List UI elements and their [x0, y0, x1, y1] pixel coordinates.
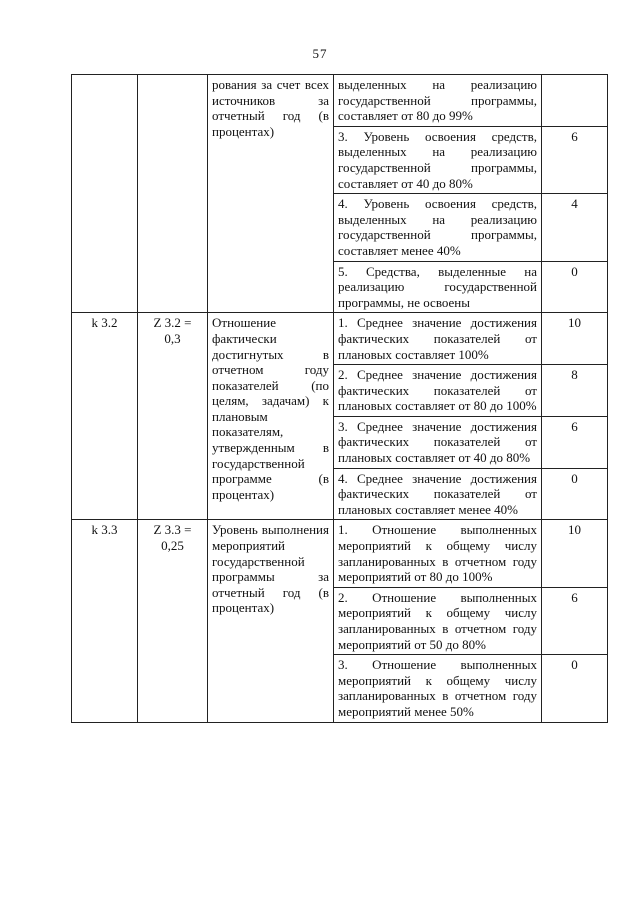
condition-cell: 2. Среднее значение достижения фактических показателей от плановых составляет от 80 до 100% — [334, 365, 542, 417]
criterion-description-cell: рования за счет всех источников за отчетный год (в процентах) — [208, 75, 334, 313]
condition-cell: 2. Отношение выполненных мероприятий к общему числу запланированных в отчетном году мероприятий от 50 до 80% — [334, 587, 542, 654]
score-cell: 0 — [542, 468, 608, 520]
table-body — [72, 75, 608, 723]
weight-value: 0,25 — [161, 538, 184, 554]
condition-cell: 3. Уровень освоения средств, выделенных на реализацию государственной программы, составляет от 40 до 80% — [334, 126, 542, 193]
criterion-description-cell: Отношение фактически достигнутых в отчетном году показателей (по целям, задачам) к плановым показателям, утвержденным в государственной программе (в процентах) — [208, 313, 334, 520]
score-cell: 10 — [542, 313, 608, 365]
criterion-code-cell: k 3.3 — [72, 520, 138, 722]
condition-cell: 3. Среднее значение достижения фактических показателей от плановых составляет от 40 до 80% — [334, 416, 542, 468]
page-number: 57 — [312, 46, 328, 61]
criterion-weight-cell — [138, 75, 208, 313]
score-cell: 10 — [542, 520, 608, 587]
condition-cell: 5. Средства, выделенные на реализацию государственной программы, не освоены — [334, 261, 542, 313]
criterion-code-cell: k 3.2 — [72, 313, 138, 520]
score-cell: 0 — [542, 655, 608, 722]
score-cell: 8 — [542, 365, 608, 417]
criterion-weight-cell — [138, 313, 208, 520]
condition-cell: 4. Уровень освоения средств, выделенных на реализацию государственной программы, составляет менее 40% — [334, 194, 542, 261]
weight-label: Z 3.3 = — [153, 522, 192, 538]
criterion-description-cell: Уровень выполнения мероприятий государственной программы за отчетный год (в процентах) — [208, 520, 334, 722]
condition-cell: 1. Среднее значение достижения фактических показателей от плановых составляет 100% — [334, 313, 542, 365]
table-row — [72, 313, 608, 365]
score-cell: 0 — [542, 261, 608, 313]
table-row — [72, 520, 608, 587]
criterion-weight-cell — [138, 520, 208, 722]
condition-cell: 1. Отношение выполненных мероприятий к общему числу запланированных в отчетном году мероприятий от 80 до 100% — [334, 520, 542, 587]
criterion-code-cell — [72, 75, 138, 313]
score-cell: 4 — [542, 194, 608, 261]
table-row — [72, 75, 608, 127]
score-cell: 6 — [542, 587, 608, 654]
score-cell: 6 — [542, 126, 608, 193]
score-cell — [542, 75, 608, 127]
condition-cell: 3. Отношение выполненных мероприятий к общему числу запланированных в отчетном году мероприятий менее 50% — [334, 655, 542, 722]
evaluation-criteria-table — [71, 74, 608, 723]
weight-label: Z 3.2 = — [153, 315, 192, 331]
condition-cell: 4. Среднее значение достижения фактических показателей от плановых составляет менее 40% — [334, 468, 542, 520]
weight-value: 0,3 — [164, 330, 181, 346]
condition-cell: выделенных на реализацию государственной программы, составляет от 80 до 99% — [334, 75, 542, 127]
score-cell: 6 — [542, 416, 608, 468]
